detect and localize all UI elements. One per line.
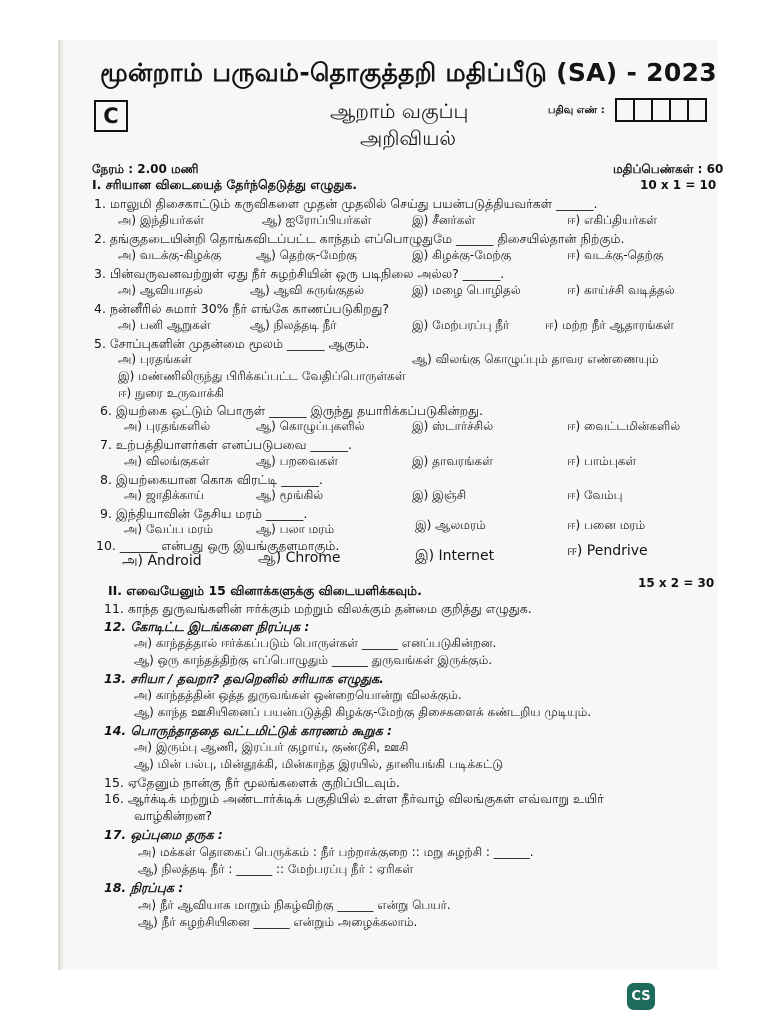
section1-marks: 10 x 1 = 10	[640, 178, 717, 192]
exam-title: மூன்றாம் பருவம்-தொகுத்தறி மதிப்பீடு (SA) - 2023	[100, 58, 717, 87]
q6-option-b: ஆ) கொழுப்புகளில்	[256, 419, 365, 433]
q5-option-a: அ) புரதங்கள்	[118, 352, 192, 366]
register-number-boxes	[617, 98, 707, 122]
q10-option-c: இ) Internet	[415, 548, 495, 564]
q17-part-a: அ) மக்கள் தொகைப் பெருக்கம் : நீர் பற்றாக்குறை :: மறு சுழற்சி : ______.	[138, 845, 534, 859]
register-digit-box	[669, 98, 689, 122]
question-12: 12. கோடிட்ட இடங்களை நிரப்புக :	[104, 619, 310, 634]
question-2: 2. தங்குதடையின்றி தொங்கவிடப்பட்ட காந்தம் எப்பொழுதுமே ______ திசையில்தான் நிற்கும்.	[94, 231, 625, 246]
q7-option-d: ஈ) பாம்புகள்	[567, 454, 637, 468]
q4-option-b: ஆ) நிலத்தடி நீர்	[250, 318, 337, 332]
question-8: 8. இயற்கையான கொசு விரட்டி ______.	[100, 472, 323, 487]
question-15: 15. ஏதேனும் நான்கு நீர் மூலங்களைக் குறிப்பிடவும்.	[104, 775, 401, 790]
q6-option-d: ஈ) வைட்டமின்களில்	[567, 419, 681, 433]
q1-option-c: இ) சீனர்கள்	[412, 213, 476, 227]
q4-option-a: அ) பனி ஆறுகள்	[118, 318, 211, 332]
subject-title: அறிவியல்	[360, 126, 456, 150]
q10-option-b: ஆ) Chrome	[258, 550, 341, 566]
question-16: 16. ஆர்க்டிக் மற்றும் அண்டார்க்டிக் பகுதியில் உள்ள நீர்வாழ் விலங்குகள் எவ்வாறு உயிர்	[104, 791, 604, 806]
register-digit-box	[615, 98, 635, 122]
paper-edge-shadow	[58, 40, 64, 970]
question-1: 1. மாலுமி திசைகாட்டும் கருவிகளை முதன் முதலில் செய்து பயன்படுத்தியவர்கள் ______.	[94, 196, 598, 211]
q2-option-a: அ) வடக்கு-கிழக்கு	[118, 248, 222, 262]
q7-option-b: ஆ) பறவைகள்	[256, 454, 339, 468]
question-5: 5. சோப்புகளின் முதன்மை மூலம் ______ ஆகும்.	[94, 336, 370, 351]
q1-option-a: அ) இந்தியர்கள்	[118, 213, 205, 227]
q9-option-d: ஈ) பனை மரம்	[567, 518, 646, 532]
question-10: 10. ______ என்பது ஒரு இயங்குதளமாகும்.	[96, 538, 340, 553]
q2-option-b: ஆ) தெற்கு-மேற்கு	[256, 248, 357, 262]
q5-option-c: இ) மண்ணிலிருந்து பிரிக்கப்பட்ட வேதிப்பொருள்கள்	[118, 369, 406, 383]
question-3: 3. பின்வருவனவற்றுள் ஏது நீர் சுழற்சியின் ஒரு படிநிலை அல்ல? ______.	[94, 266, 505, 281]
q5-option-d: ஈ) நுரை உருவாக்கி	[118, 386, 224, 400]
q8-option-a: அ) ஜாதிக்காய்	[124, 488, 204, 502]
q18-part-a: அ) நீர் ஆவியாக மாறும் நிகழ்விற்கு ______ என்று பெயர்.	[138, 898, 451, 912]
q4-option-d: ஈ) மற்ற நீர் ஆதாரங்கள்	[545, 318, 675, 332]
q18-part-b: ஆ) நீர் சுழற்சியினை ______ என்றும் அழைக்கலாம்.	[138, 915, 418, 929]
class-line: ஆறாம் வகுப்பு	[330, 99, 469, 123]
q1-option-b: ஆ) ஐரோப்பியர்கள்	[262, 213, 372, 227]
paper-code-box: C	[94, 100, 128, 132]
q7-option-a: அ) விலங்குகள்	[124, 454, 210, 468]
q8-option-c: இ) இஞ்சி	[412, 488, 467, 502]
q3-option-c: இ) மழை பொழிதல்	[412, 283, 521, 297]
q13-part-b: ஆ) காந்த ஊசியினைப் பயன்படுத்தி கிழக்கு-மேற்கு திசைகளைக் கண்டறிய முடியும்.	[134, 705, 592, 719]
q9-option-b: ஆ) பலா மரம்	[256, 522, 335, 536]
q7-option-c: இ) தாவரங்கள்	[412, 454, 493, 468]
question-18: 18. நிரப்புக :	[104, 880, 184, 895]
q8-option-b: ஆ) மூங்கில்	[256, 488, 324, 502]
question-4: 4. நன்னீரில் சுமார் 30% நீர் எங்கே காணப்படுகிறது?	[94, 301, 389, 316]
question-11: 11. காந்த துருவங்களின் ஈர்க்கும் மற்றும் விலக்கும் தன்மை குறித்து எழுதுக.	[104, 601, 532, 616]
question-6: 6. இயற்கை ஒட்டும் பொருள் ______ இருந்து தயாரிக்கப்படுகின்றது.	[100, 403, 483, 418]
q6-option-a: அ) புரதங்களில்	[124, 419, 211, 433]
q12-part-b: ஆ) ஒரு காந்தத்திற்கு எப்பொழுதும் ______ துருவங்கள் இருக்கும்.	[134, 653, 493, 667]
question-16-continued: வாழ்கின்றன?	[134, 808, 213, 823]
question-7: 7. உற்பத்தியாளர்கள் எனப்படுபவை ______.	[100, 437, 352, 452]
q8-option-d: ஈ) வேம்பு	[567, 488, 623, 502]
q2-option-c: இ) கிழக்கு-மேற்கு	[412, 248, 512, 262]
question-17: 17. ஒப்புமை தருக :	[104, 827, 223, 842]
q12-part-a: அ) காந்தத்தால் ஈர்க்கப்படும் பொருள்கள் ______ எனப்படுகின்றன.	[134, 636, 497, 650]
register-digit-box	[651, 98, 671, 122]
total-marks: மதிப்பெண்கள் : 60	[613, 162, 724, 176]
q2-option-d: ஈ) வடக்கு-தெற்கு	[567, 248, 664, 262]
q5-option-b: ஆ) விலங்கு கொழுப்பும் தாவர எண்ணையும்	[412, 352, 659, 366]
camscanner-logo-icon: CS	[627, 983, 655, 1010]
q14-part-b: ஆ) மின் பல்பு, மின்தூக்கி, மின்காந்த இரயில், தானியங்கி படிக்கட்டு	[134, 757, 504, 771]
section2-heading: II. எவையேனும் 15 வினாக்களுக்கு விடையளிக்கவும்.	[108, 583, 422, 598]
q4-option-c: இ) மேற்பரப்பு நீர்	[412, 318, 510, 332]
q1-option-d: ஈ) எகிப்தியர்கள்	[567, 213, 657, 227]
section1-heading: I. சரியான விடையைத் தேர்ந்தெடுத்து எழுதுக.	[92, 177, 358, 192]
time-label: நேரம் : 2.00 மணி	[92, 162, 199, 176]
question-13: 13. சரியா / தவறா? தவறெனில் சரியாக எழுதுக.	[104, 671, 384, 686]
q10-option-d: ஈ) Pendrive	[567, 543, 648, 559]
q3-option-a: அ) ஆவியாதல்	[118, 283, 203, 297]
q9-option-a: அ) வேப்ப மரம்	[124, 522, 214, 536]
register-digit-box	[687, 98, 707, 122]
q13-part-a: அ) காந்தத்தின் ஒத்த துருவங்கள் ஒன்றையொன்று விலக்கும்.	[134, 688, 462, 702]
register-number-label: பதிவு எண் :	[548, 105, 605, 116]
section2-marks: 15 x 2 = 30	[638, 576, 715, 590]
question-9: 9. இந்தியாவின் தேசிய மரம் ______.	[100, 506, 308, 521]
q6-option-c: இ) ஸ்டார்ச்சில்	[412, 419, 494, 433]
q17-part-b: ஆ) நிலத்தடி நீர் : ______ :: மேற்பரப்பு நீர் : ஏரிகள்	[138, 862, 414, 876]
q3-option-b: ஆ) ஆவி சுருங்குதல்	[250, 283, 365, 297]
q10-option-a: அ) Android	[122, 553, 202, 569]
q9-option-c: இ) ஆலமரம்	[415, 518, 486, 532]
register-digit-box	[633, 98, 653, 122]
question-14: 14. பொருந்தாததை வட்டமிட்டுக் காரணம் கூறுக :	[104, 723, 393, 738]
q14-part-a: அ) இரும்பு ஆணி, இரப்பர் குழாய், குண்டூசி, ஊசி	[134, 740, 409, 754]
q3-option-d: ஈ) காய்ச்சி வடித்தல்	[567, 283, 675, 297]
